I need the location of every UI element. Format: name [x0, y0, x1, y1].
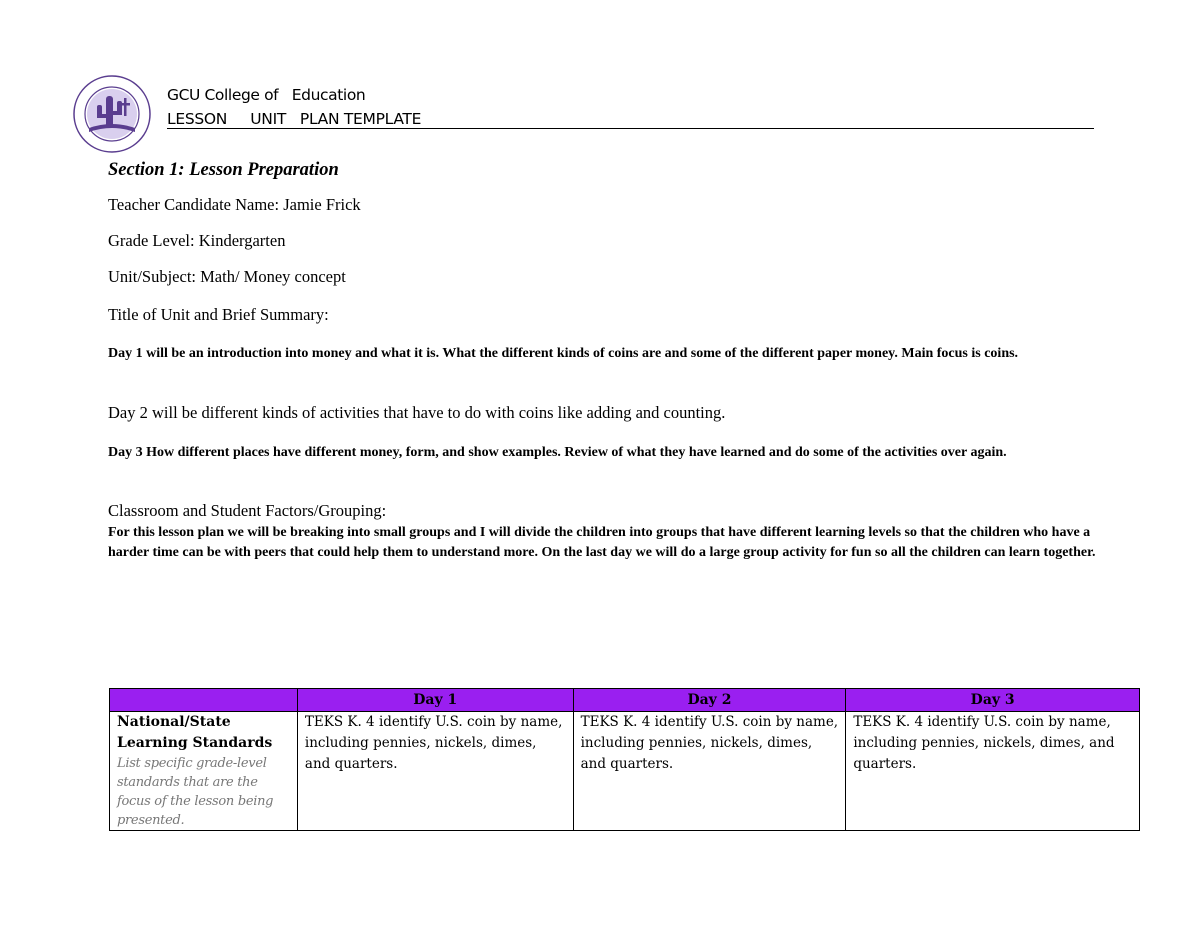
day3-summary: Day 3 How different places have different money, form, and show examples. Review of what they have learned and do some of the activities over again.	[108, 445, 1007, 460]
factors-title: Classroom and Student Factors/Grouping:	[108, 501, 387, 520]
unit-subject: Unit/Subject: Math/ Money concept	[108, 267, 346, 286]
standards-label-cell	[110, 712, 298, 831]
standards-note: List specific grade-level standards that are the focus of the lesson being presented.	[117, 756, 274, 828]
header-cell-day3: Day 3	[846, 689, 1140, 712]
seal-icon	[70, 74, 156, 154]
day1-summary: Day 1 will be an introduction into money and what it is. What the different kinds of coins are and some of the different paper money. Main focus is coins.	[108, 346, 1019, 361]
template-title: LESSON UNIT PLAN TEMPLATE	[167, 110, 422, 128]
lesson-table	[109, 688, 1140, 831]
college-name: GCU College of Education	[167, 86, 366, 104]
summary-title: Title of Unit and Brief Summary:	[108, 305, 329, 324]
day2-summary: Day 2 will be different kinds of activities that have to do with coins like adding and counting.	[108, 403, 726, 422]
factors-text: For this lesson plan we will be breaking into small groups and I will divide the children into groups that have different learning levels so that the children who have a harder time can be with peers that could help them to understand more. On the last day we will do a large group activity for fun so all the children can learn together.	[108, 525, 1096, 560]
day3-standard-cell: TEKS K. 4 identify U.S. coin by name, including pennies, nickels, dimes, and quarters.	[846, 712, 1140, 831]
header-cell-blank	[110, 689, 298, 712]
day2-standard-cell: TEKS K. 4 identify U.S. coin by name, including pennies, nickels, dimes, and quarters.	[573, 712, 846, 831]
gcu-seal-logo	[70, 74, 156, 154]
grade-level: Grade Level: Kindergarten	[108, 231, 286, 250]
header-cell-day2: Day 2	[573, 689, 846, 712]
teacher-name: Teacher Candidate Name: Jamie Frick	[108, 195, 361, 214]
standards-title: National/State Learning Standards	[117, 714, 273, 751]
header-rule	[167, 128, 1094, 129]
table-row	[110, 712, 1140, 831]
table-header-row	[110, 689, 1140, 712]
header-cell-day1: Day 1	[297, 689, 573, 712]
day1-standard-cell: TEKS K. 4 identify U.S. coin by name, including pennies, nickels, dimes, and quarters.	[297, 712, 573, 831]
section-title: Section 1: Lesson Preparation	[108, 160, 339, 180]
